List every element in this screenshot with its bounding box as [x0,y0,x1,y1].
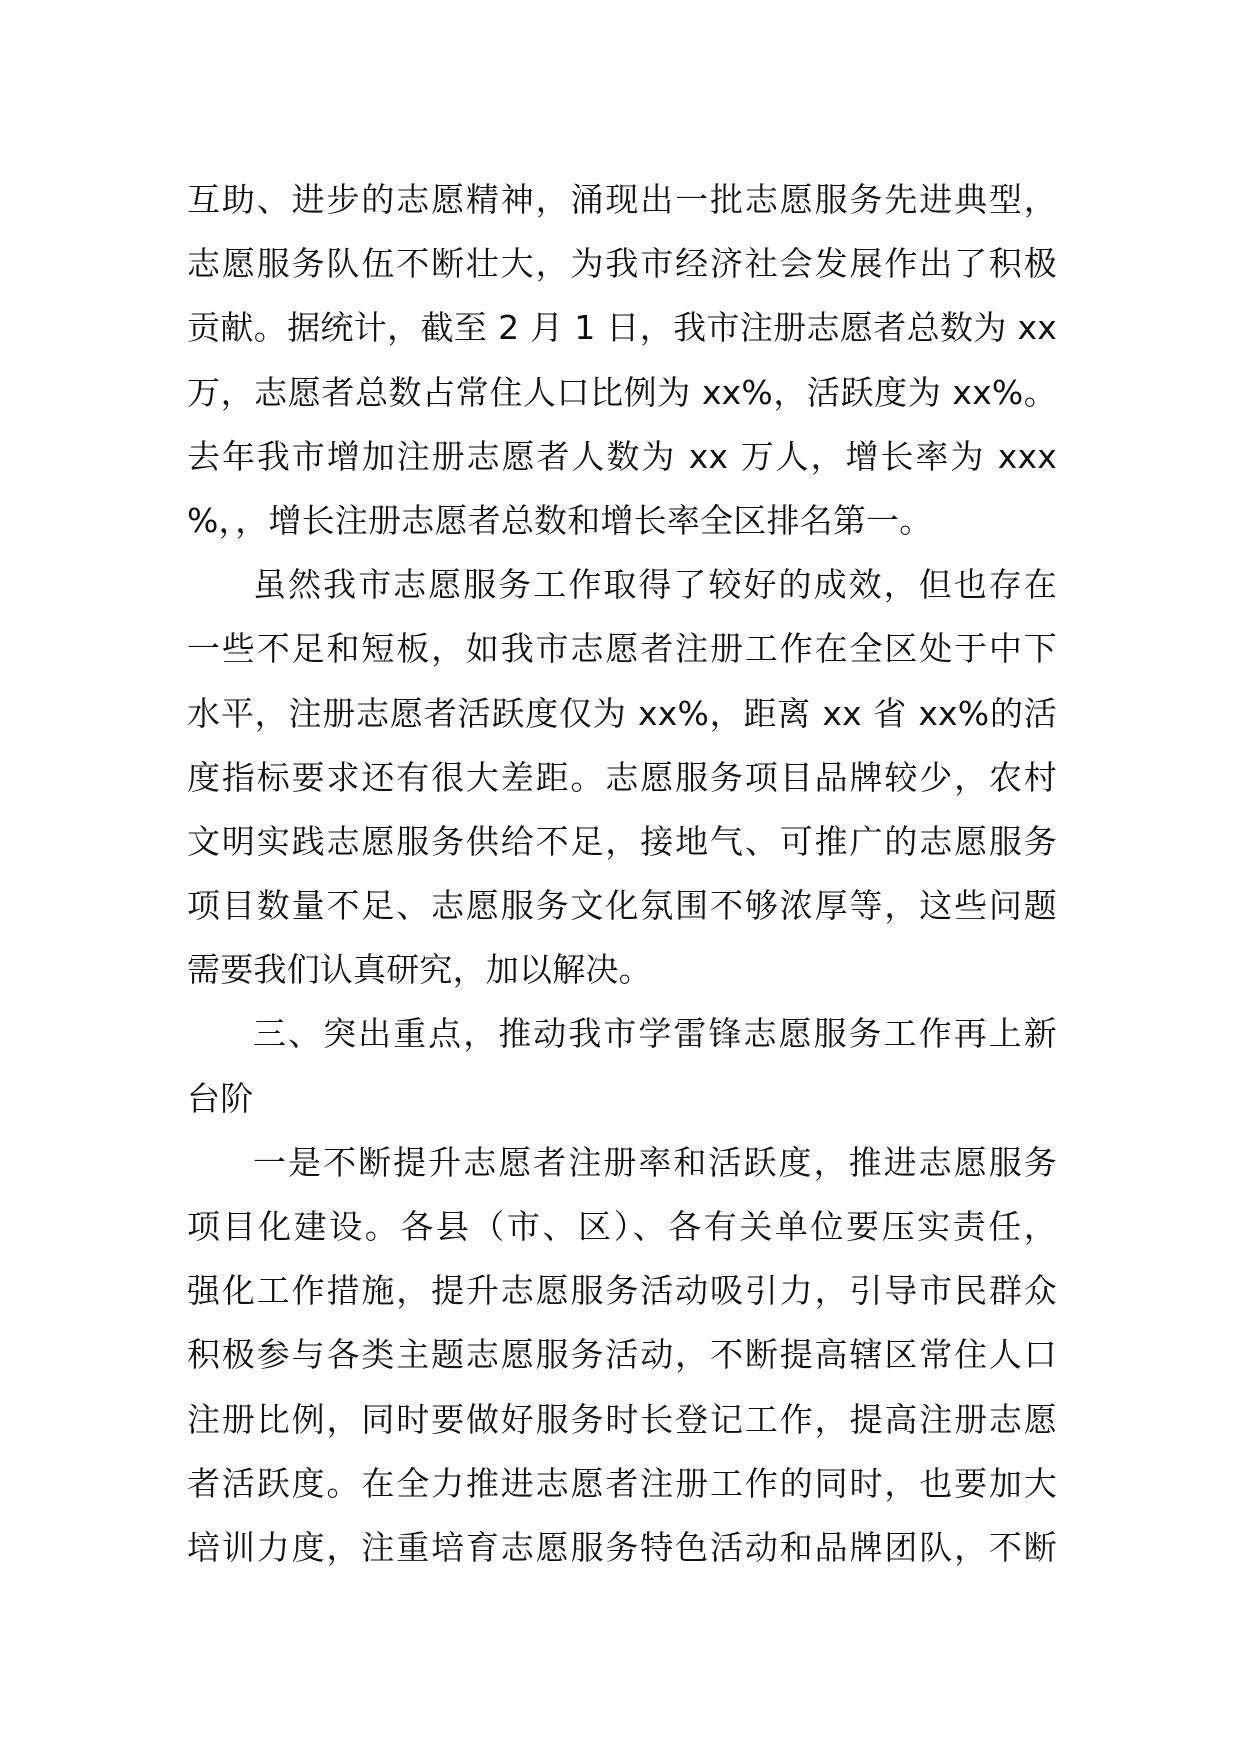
text-line: 志愿服务队伍不断壮大，为我市经济社会发展作出了积极 [187,244,1057,284]
text-line: 水平，注册志愿者活跃度仅为 xx%，距离 xx 省 xx%的活 [187,693,1057,733]
text-line: 贡献。据统计，截至 2 月 1 日，我市注册志愿者总数为 xx [187,308,1057,348]
text-line: 虽然我市志愿服务工作取得了较好的成效，但也存在 [253,565,1057,605]
text-line: 度指标要求还有很大差距。志愿服务项目品牌较少，农村 [187,757,1057,797]
text-line: 者活跃度。在全力推进志愿者注册工作的同时，也要加大 [187,1463,1057,1503]
section-heading-line: 台阶 [187,1078,254,1118]
text-line: %，，增长注册志愿者总数和增长率全区排名第一。 [187,500,933,540]
section-heading-line: 三、突出重点，推动我市学雷锋志愿服务工作再上新 [253,1014,1057,1054]
text-line: 强化工作措施，提升志愿服务活动吸引力，引导市民群众 [187,1271,1057,1311]
text-line: 万，志愿者总数占常住人口比例为 xx%，活跃度为 xx%。 [187,372,1057,412]
text-line: 去年我市增加注册志愿者人数为 xx 万人，增长率为 xxx [187,436,1057,476]
text-line: 文明实践志愿服务供给不足，接地气、可推广的志愿服务 [187,821,1057,861]
text-line: 积极参与各类主题志愿服务活动，不断提高辖区常住人口 [187,1335,1057,1375]
text-line: 需要我们认真研究，加以解决。 [187,950,652,990]
document-body [187,168,1057,1580]
text-line: 项目化建设。各县（市、区）、各有关单位要压实责任， [187,1207,1057,1246]
text-line: 一是不断提升志愿者注册率和活跃度，推进志愿服务 [253,1142,1057,1182]
text-line: 一些不足和短板，如我市志愿者注册工作在全区处于中下 [187,629,1057,669]
text-line: 培训力度，注重培育志愿服务特色活动和品牌团队，不断 [187,1527,1057,1567]
text-line: 项目数量不足、志愿服务文化氛围不够浓厚等，这些问题 [187,886,1057,926]
text-line: 互助、进步的志愿精神，涌现出一批志愿服务先进典型， [187,180,1057,219]
text-line: 注册比例，同时要做好服务时长登记工作，提高注册志愿 [187,1399,1057,1439]
